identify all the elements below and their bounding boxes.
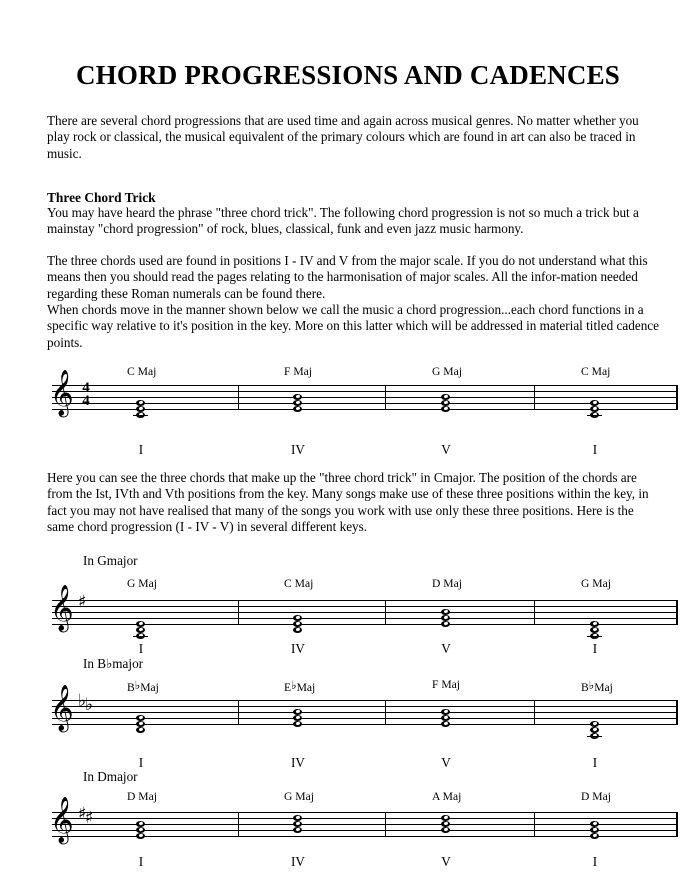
chord-quality: Maj xyxy=(290,365,313,378)
barline-end xyxy=(676,700,678,725)
chord-root: C xyxy=(581,365,589,378)
barline-2 xyxy=(534,700,535,725)
barline-0 xyxy=(238,600,239,625)
flat-icon: ♭ xyxy=(78,691,87,711)
roman-numeral: I xyxy=(138,442,144,457)
treble-clef-icon: 𝄞 xyxy=(50,797,74,843)
key-heading-2: In B♭major xyxy=(83,656,144,671)
chord-name-label xyxy=(432,679,460,691)
staff-system-1 xyxy=(50,585,678,631)
time-signature xyxy=(78,381,94,409)
ledger-line xyxy=(587,736,602,737)
chord-quality: Maj xyxy=(296,681,316,694)
whole-note xyxy=(136,833,145,839)
roman-numeral: I xyxy=(592,442,598,457)
sharp-icon: ♯ xyxy=(78,592,87,612)
chord-root: G xyxy=(127,577,136,590)
whole-note xyxy=(441,621,450,627)
roman-numeral: IV xyxy=(291,854,305,869)
roman-numeral: I xyxy=(138,854,144,869)
chord-name-label xyxy=(284,791,314,803)
chord-name-label xyxy=(284,578,313,590)
barline-0 xyxy=(238,385,239,410)
chord-root: G xyxy=(284,790,293,803)
barline-end xyxy=(676,600,678,625)
flat-icon: ♭ xyxy=(291,678,297,692)
page-title: CHORD PROGRESSIONS AND CADENCES xyxy=(75,60,621,90)
roman-numeral: IV xyxy=(291,442,305,457)
chord-name-label xyxy=(581,679,613,694)
chord-stack xyxy=(440,600,453,625)
chord-name-label xyxy=(127,366,156,378)
treble-clef-icon: 𝄞 xyxy=(50,585,74,631)
barline-2 xyxy=(534,812,535,837)
chord-stack xyxy=(292,812,305,837)
roman-numeral: I xyxy=(138,755,144,770)
chord-root: A xyxy=(432,790,440,803)
sharp-icon: ♯ xyxy=(78,804,87,824)
chord-stack xyxy=(589,812,602,837)
chord-stack xyxy=(292,700,305,725)
chord-name-label xyxy=(432,791,461,803)
chord-root: G xyxy=(581,577,590,590)
roman-numeral: I xyxy=(592,641,598,656)
chord-quality: Maj xyxy=(594,681,613,694)
key-heading-1: In Gmajor xyxy=(83,553,138,568)
chord-quality: Maj xyxy=(440,365,462,378)
chord-stack xyxy=(589,385,602,410)
chord-stack xyxy=(135,700,148,725)
barline-end xyxy=(676,812,678,837)
barline-0 xyxy=(238,700,239,725)
chord-root: B xyxy=(127,681,135,694)
chord-quality: Maj xyxy=(589,577,611,590)
flat-icon: ♭ xyxy=(85,695,94,715)
chord-stack xyxy=(589,700,602,725)
chord-stack xyxy=(440,812,453,837)
whole-note xyxy=(590,833,599,839)
chord-name-label xyxy=(581,791,611,803)
ledger-line xyxy=(587,415,602,416)
roman-numeral: V xyxy=(441,755,451,770)
barline-1 xyxy=(385,600,386,625)
chord-root: F xyxy=(432,678,439,691)
chord-quality: Maj xyxy=(440,577,462,590)
chord-quality: Maj xyxy=(589,790,611,803)
chord-quality: Maj xyxy=(292,790,314,803)
sharp-icon: ♯ xyxy=(85,808,94,828)
barline-1 xyxy=(385,385,386,410)
whole-note xyxy=(441,721,450,727)
chord-root: B xyxy=(581,681,589,694)
paragraph-c: When chords move in the manner shown below we call the music a chord progression...each chord functions in a specific way relative to it's position in the key. More on this latter which will be addressed in material titled cadence points. xyxy=(47,302,659,350)
chord-quality: Maj xyxy=(438,678,461,691)
barline-1 xyxy=(385,812,386,837)
chord-quality: Maj xyxy=(291,577,314,590)
flat-icon: ♭ xyxy=(588,678,595,692)
chord-quality: Maj xyxy=(140,681,159,694)
roman-numeral: IV xyxy=(291,755,305,770)
roman-numeral: I xyxy=(138,641,144,656)
roman-numeral: I xyxy=(592,854,598,869)
roman-numeral: V xyxy=(441,641,451,656)
paragraph-d: Here you can see the three chords that make up the "three chord trick" in Cmajor. The position of the chords are from the Ist, IVth and Vth positions from the key. Many songs make use of these three positions within the key, in fact you may not have realised that many of the songs you work with use only these three positions. Here is the same chord progression (I - IV - V) in several different keys. xyxy=(47,470,649,535)
roman-numeral: V xyxy=(441,854,451,869)
chord-name-label xyxy=(127,578,157,590)
chord-stack xyxy=(135,385,148,410)
chord-root: E xyxy=(284,681,292,694)
chord-name-label xyxy=(127,679,159,694)
ledger-line xyxy=(587,636,602,637)
chord-root: C xyxy=(127,365,135,378)
time-signature-numerator: 4 xyxy=(82,380,90,396)
paragraph-intro: There are several chord progressions that are used time and again across musical genres. No matter whether you play rock or classical, the musical equivalent of the primary colours which are found in art can also be traced in music. xyxy=(47,113,639,161)
chord-root: G xyxy=(432,365,441,378)
chord-stack xyxy=(135,600,148,625)
chord-stack xyxy=(135,812,148,837)
chord-name-label xyxy=(127,791,157,803)
key-heading-3: In Dmajor xyxy=(83,769,138,784)
chord-stack xyxy=(589,600,602,625)
paragraph-a: You may have heard the phrase "three chord trick". The following chord progression is not so much a trick but a mainstay "chord progression" of rock, blues, classical, funk and even jazz music harmony. xyxy=(47,205,639,237)
whole-note xyxy=(293,406,302,412)
treble-clef-icon: 𝄞 xyxy=(50,370,74,416)
chord-root: C xyxy=(284,577,292,590)
chord-quality: Maj xyxy=(588,365,611,378)
roman-numeral: V xyxy=(441,442,451,457)
chord-stack xyxy=(292,600,305,625)
whole-note xyxy=(136,727,145,733)
chord-root: D xyxy=(581,790,590,803)
time-signature-denominator: 4 xyxy=(82,393,90,409)
chord-name-label xyxy=(581,366,610,378)
roman-numeral: IV xyxy=(291,641,305,656)
whole-note xyxy=(441,827,450,833)
section-heading-three-chord-trick: Three Chord Trick xyxy=(47,190,156,205)
flat-icon: ♭ xyxy=(134,678,141,692)
chord-stack xyxy=(292,385,305,410)
ledger-line xyxy=(133,636,148,637)
chord-name-label xyxy=(432,578,462,590)
chord-name-label xyxy=(284,366,312,378)
paragraph-b: The three chords used are found in positions I - IV and V from the major scale. If you do not understand what this means then you should read the pages relating to the harmonisation of major scales. All the infor-mation needed regarding these Roman numerals can be found there. xyxy=(47,253,648,301)
chord-name-label xyxy=(432,366,462,378)
barline-0 xyxy=(238,812,239,837)
chord-quality: Maj xyxy=(134,365,157,378)
staff-system-3 xyxy=(50,797,678,843)
chord-quality: Maj xyxy=(135,577,157,590)
chord-root: F xyxy=(284,365,291,378)
barline-1 xyxy=(385,700,386,725)
chord-stack xyxy=(440,700,453,725)
whole-note xyxy=(293,827,302,833)
barline-end xyxy=(676,385,678,410)
chord-stack xyxy=(440,385,453,410)
treble-clef-icon: 𝄞 xyxy=(50,685,74,731)
chord-quality: Maj xyxy=(135,790,157,803)
chord-root: D xyxy=(127,790,136,803)
chord-name-label xyxy=(284,679,315,694)
whole-note xyxy=(293,721,302,727)
whole-note xyxy=(293,627,302,633)
whole-note xyxy=(441,406,450,412)
roman-numeral: I xyxy=(592,755,598,770)
chord-root: D xyxy=(432,577,441,590)
chord-name-label xyxy=(581,578,611,590)
chord-quality: Maj xyxy=(439,790,462,803)
barline-2 xyxy=(534,385,535,410)
ledger-line xyxy=(133,415,148,416)
barline-2 xyxy=(534,600,535,625)
